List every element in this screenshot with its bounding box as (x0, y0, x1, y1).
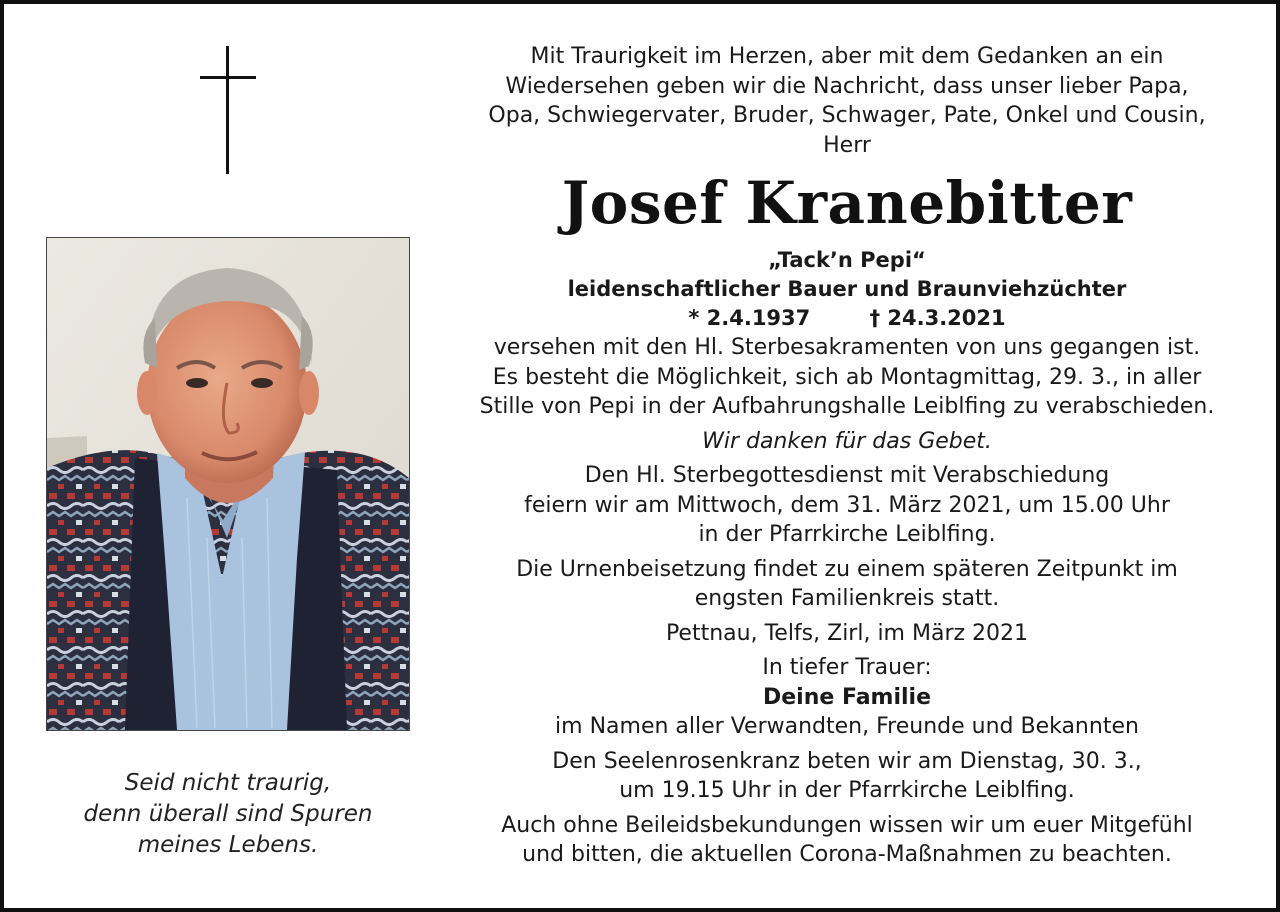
closing-line: Auch ohne Beileidsbekundungen wissen wir um euer Mitgefühl (501, 812, 1193, 838)
body-line: Stille von Pepi in der Aufbahrungshalle Leiblfing zu verabschieden. (479, 394, 1215, 419)
intro-line: Wiedersehen geben wir die Nachricht, dass unser lieber Papa, (505, 73, 1189, 99)
body-line: Es besteht die Möglichkeit, sich ab Montagmittag, 29. 3., in aller (492, 364, 1202, 390)
life-dates (452, 304, 1242, 333)
portrait-photo (46, 237, 410, 731)
deceased-name: Josef Kranebitter (561, 169, 1133, 237)
rosary-line: um 19.15 Uhr in der Pfarrkirche Leiblfing. (619, 778, 1075, 803)
service-line: Den Hl. Sterbegottesdienst mit Verabschiedung (584, 463, 1110, 488)
intro-line: Mit Traurigkeit im Herzen, aber mit dem Gedanken an ein (530, 44, 1164, 69)
profession: leidenschaftlicher Bauer und Braunviehzüchter (567, 277, 1127, 301)
body-line: versehen mit den Hl. Sterbesakramenten von uns gegangen ist. (493, 335, 1201, 360)
obituary-text (452, 42, 1242, 870)
quote (46, 768, 410, 861)
relatives-line: im Namen aller Verwandten, Freunde und Bekannten (555, 714, 1139, 739)
urn-line: Die Urnenbeisetzung findet zu einem späteren Zeitpunkt im (516, 556, 1178, 582)
service-line: feiern wir am Mittwoch, dem 31. März 2021, um 15.00 Uhr (524, 492, 1170, 518)
rosary-line: Den Seelenrosenkranz beten wir am Dienstag, 30. 3., (552, 748, 1142, 774)
intro-line: Herr (823, 132, 871, 158)
quote-line: meines Lebens. (137, 832, 319, 858)
quote-line: Seid nicht traurig, (124, 770, 332, 796)
urn-line: engsten Familienkreis statt. (694, 586, 1000, 611)
quote-line: denn überall sind Spuren (83, 801, 373, 827)
mourning-line: In tiefer Trauer: (762, 655, 932, 680)
place-date: Pettnau, Telfs, Zirl, im März 2021 (665, 620, 1029, 646)
portrait-illustration (47, 238, 409, 730)
nickname: „Tack’n Pepi“ (768, 248, 926, 272)
family-line: Deine Familie (762, 684, 932, 710)
intro-line: Opa, Schwiegervater, Bruder, Schwager, Pate, Onkel und Cousin, (488, 103, 1206, 128)
death-date: † 24.3.2021 (869, 306, 1006, 330)
birth-date: * 2.4.1937 (688, 306, 811, 330)
closing-line: und bitten, die aktuellen Corona-Maßnahmen zu beachten. (522, 842, 1172, 867)
cross-icon (200, 46, 256, 174)
thanks-line: Wir danken für das Gebet. (702, 428, 992, 454)
service-line: in der Pfarrkirche Leiblfing. (698, 522, 996, 547)
